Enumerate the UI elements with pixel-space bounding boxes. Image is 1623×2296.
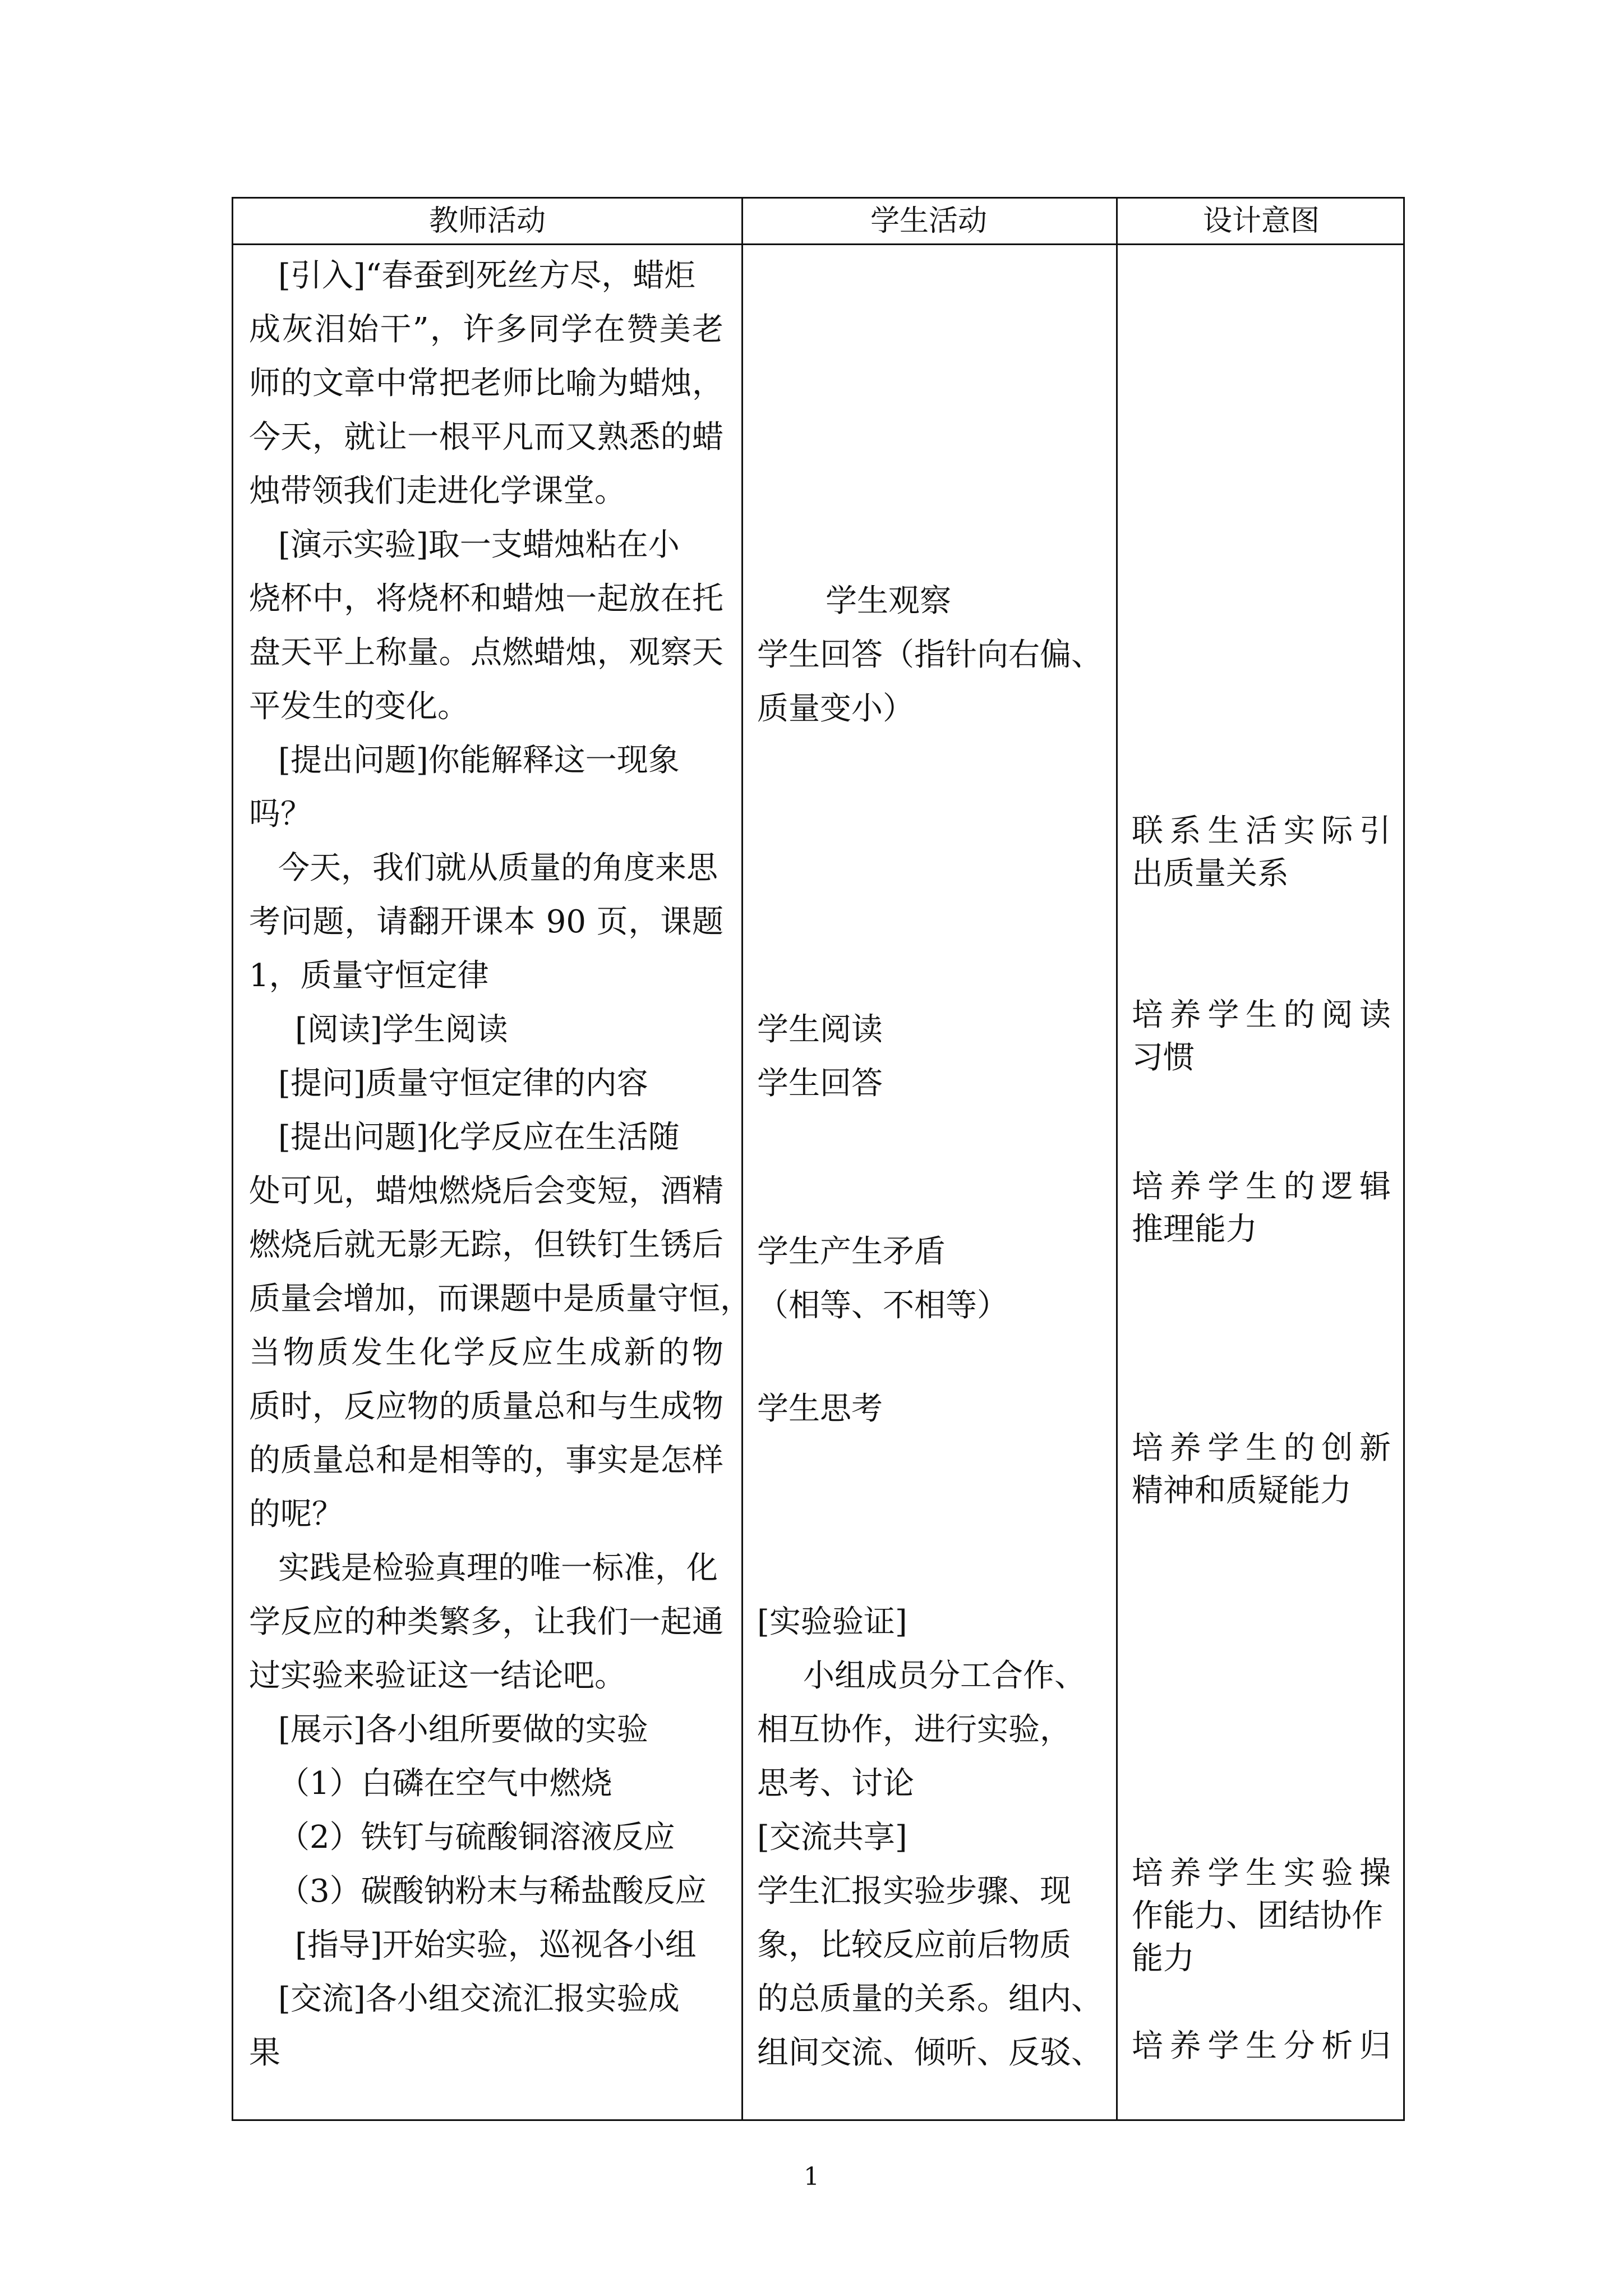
student-line: 的总质量的关系。组内、 — [757, 1981, 1103, 2017]
column-divider — [1116, 199, 1118, 2119]
teacher-line: [提问]质量守恒定律的内容 — [278, 1065, 648, 1102]
page-number: 1 — [804, 2162, 819, 2191]
teacher-line: 烧杯中，将烧杯和蜡烛一起放在托 — [249, 581, 723, 617]
intent-line: 联系生活实际引 — [1132, 813, 1391, 849]
teacher-line: 的质量总和是相等的，事实是怎样 — [249, 1442, 723, 1479]
teacher-line: 烛带领我们走进化学课堂。 — [249, 473, 626, 509]
lesson-plan-table — [232, 197, 1405, 2121]
teacher-line: 质量会增加，而课题中是质量守恒， — [249, 1281, 751, 1317]
student-line: 质量变小） — [757, 691, 914, 727]
student-line: 学生产生矛盾 — [757, 1234, 946, 1270]
teacher-line: 质时，反应物的质量总和与生成物 — [249, 1388, 723, 1425]
student-line: 学生回答 — [757, 1065, 883, 1102]
student-line: 小组成员分工合作、 — [803, 1658, 1086, 1694]
intent-line: 培养学生分析归 — [1132, 2028, 1391, 2064]
teacher-line: [提出问题]化学反应在生活随 — [278, 1119, 680, 1156]
intent-line: 培养学生的阅读 — [1132, 997, 1391, 1033]
intent-line: 培养学生实验操 — [1132, 1855, 1391, 1892]
teacher-line: [提出问题]你能解释这一现象 — [278, 742, 680, 779]
intent-line: 培养学生的逻辑 — [1132, 1168, 1391, 1205]
teacher-line: [引入]“春蚕到死丝方尽，蜡炬 — [278, 257, 696, 294]
teacher-line: （1）白磷在空气中燃烧 — [278, 1765, 612, 1802]
student-line: 学生思考 — [757, 1391, 883, 1427]
column-divider — [741, 199, 743, 2119]
header-teacher-activity: 教师活动 — [428, 204, 546, 238]
student-line: 学生阅读 — [757, 1011, 883, 1048]
header-design-intent: 设计意图 — [1202, 204, 1320, 238]
intent-line: 精神和质疑能力 — [1132, 1473, 1352, 1509]
intent-line: 出质量关系 — [1132, 855, 1289, 892]
teacher-line: 当物质发生化学反应生成新的物 — [249, 1335, 723, 1371]
header-student-activity: 学生活动 — [870, 204, 987, 238]
student-line: 思考、讨论 — [757, 1765, 914, 1802]
teacher-line: 果 — [249, 2035, 280, 2071]
intent-line: 能力 — [1132, 1940, 1195, 1977]
student-line: 象，比较反应前后物质 — [757, 1927, 1071, 1963]
teacher-line: 过实验来验证这一结论吧。 — [249, 1658, 626, 1694]
teacher-line: 学反应的种类繁多，让我们一起通 — [249, 1604, 723, 1640]
student-line: 学生回答（指针向右偏、 — [757, 637, 1103, 673]
student-line: 学生观察 — [826, 583, 951, 619]
teacher-line: 1，质量守恒定律 — [249, 958, 489, 994]
teacher-line: 今天，就让一根平凡而又熟悉的蜡 — [249, 419, 723, 455]
teacher-line: （2）铁钉与硫酸铜溶液反应 — [278, 1819, 675, 1856]
teacher-line: 成灰泪始干”，许多同学在赞美老 — [249, 311, 723, 348]
teacher-line: [演示实验]取一支蜡烛粘在小 — [278, 527, 680, 563]
intent-line: 作能力、团结协作 — [1132, 1898, 1383, 1934]
student-line: 学生汇报实验步骤、现 — [757, 1873, 1071, 1910]
teacher-line: 实践是检验真理的唯一标准，化 — [278, 1550, 718, 1586]
student-line: 组间交流、倾听、反驳、 — [757, 2035, 1103, 2071]
teacher-line: 盘天平上称量。点燃蜡烛，观察天 — [249, 634, 723, 671]
intent-line: 习惯 — [1132, 1039, 1195, 1076]
teacher-line: 燃烧后就无影无踪，但铁钉生锈后 — [249, 1227, 723, 1263]
intent-line: 推理能力 — [1132, 1211, 1257, 1248]
teacher-line: 吗？ — [249, 796, 312, 832]
teacher-line: 的呢？ — [249, 1496, 343, 1533]
intent-line: 培养学生的创新 — [1132, 1430, 1391, 1466]
student-line: [实验验证] — [757, 1604, 907, 1640]
teacher-line: [指导]开始实验，巡视各小组 — [295, 1927, 697, 1963]
teacher-line: （3）碳酸钠粉末与稀盐酸反应 — [278, 1873, 707, 1910]
teacher-line: 处可见，蜡烛燃烧后会变短，酒精 — [249, 1173, 723, 1209]
student-line: [交流共享] — [757, 1819, 907, 1856]
teacher-line: [阅读]学生阅读 — [295, 1011, 508, 1048]
teacher-line: 师的文章中常把老师比喻为蜡烛， — [249, 365, 723, 402]
teacher-line: 平发生的变化。 — [249, 688, 469, 725]
teacher-line: [展示]各小组所要做的实验 — [278, 1711, 648, 1748]
teacher-line: [交流]各小组交流汇报实验成 — [278, 1981, 680, 2017]
header-divider — [233, 243, 1403, 245]
student-line: （相等、不相等） — [757, 1287, 1008, 1324]
student-line: 相互协作，进行实验， — [757, 1711, 1071, 1748]
teacher-line: 今天，我们就从质量的角度来思 — [278, 850, 718, 886]
teacher-line: 考问题，请翻开课本 90 页，课题 — [249, 904, 723, 940]
